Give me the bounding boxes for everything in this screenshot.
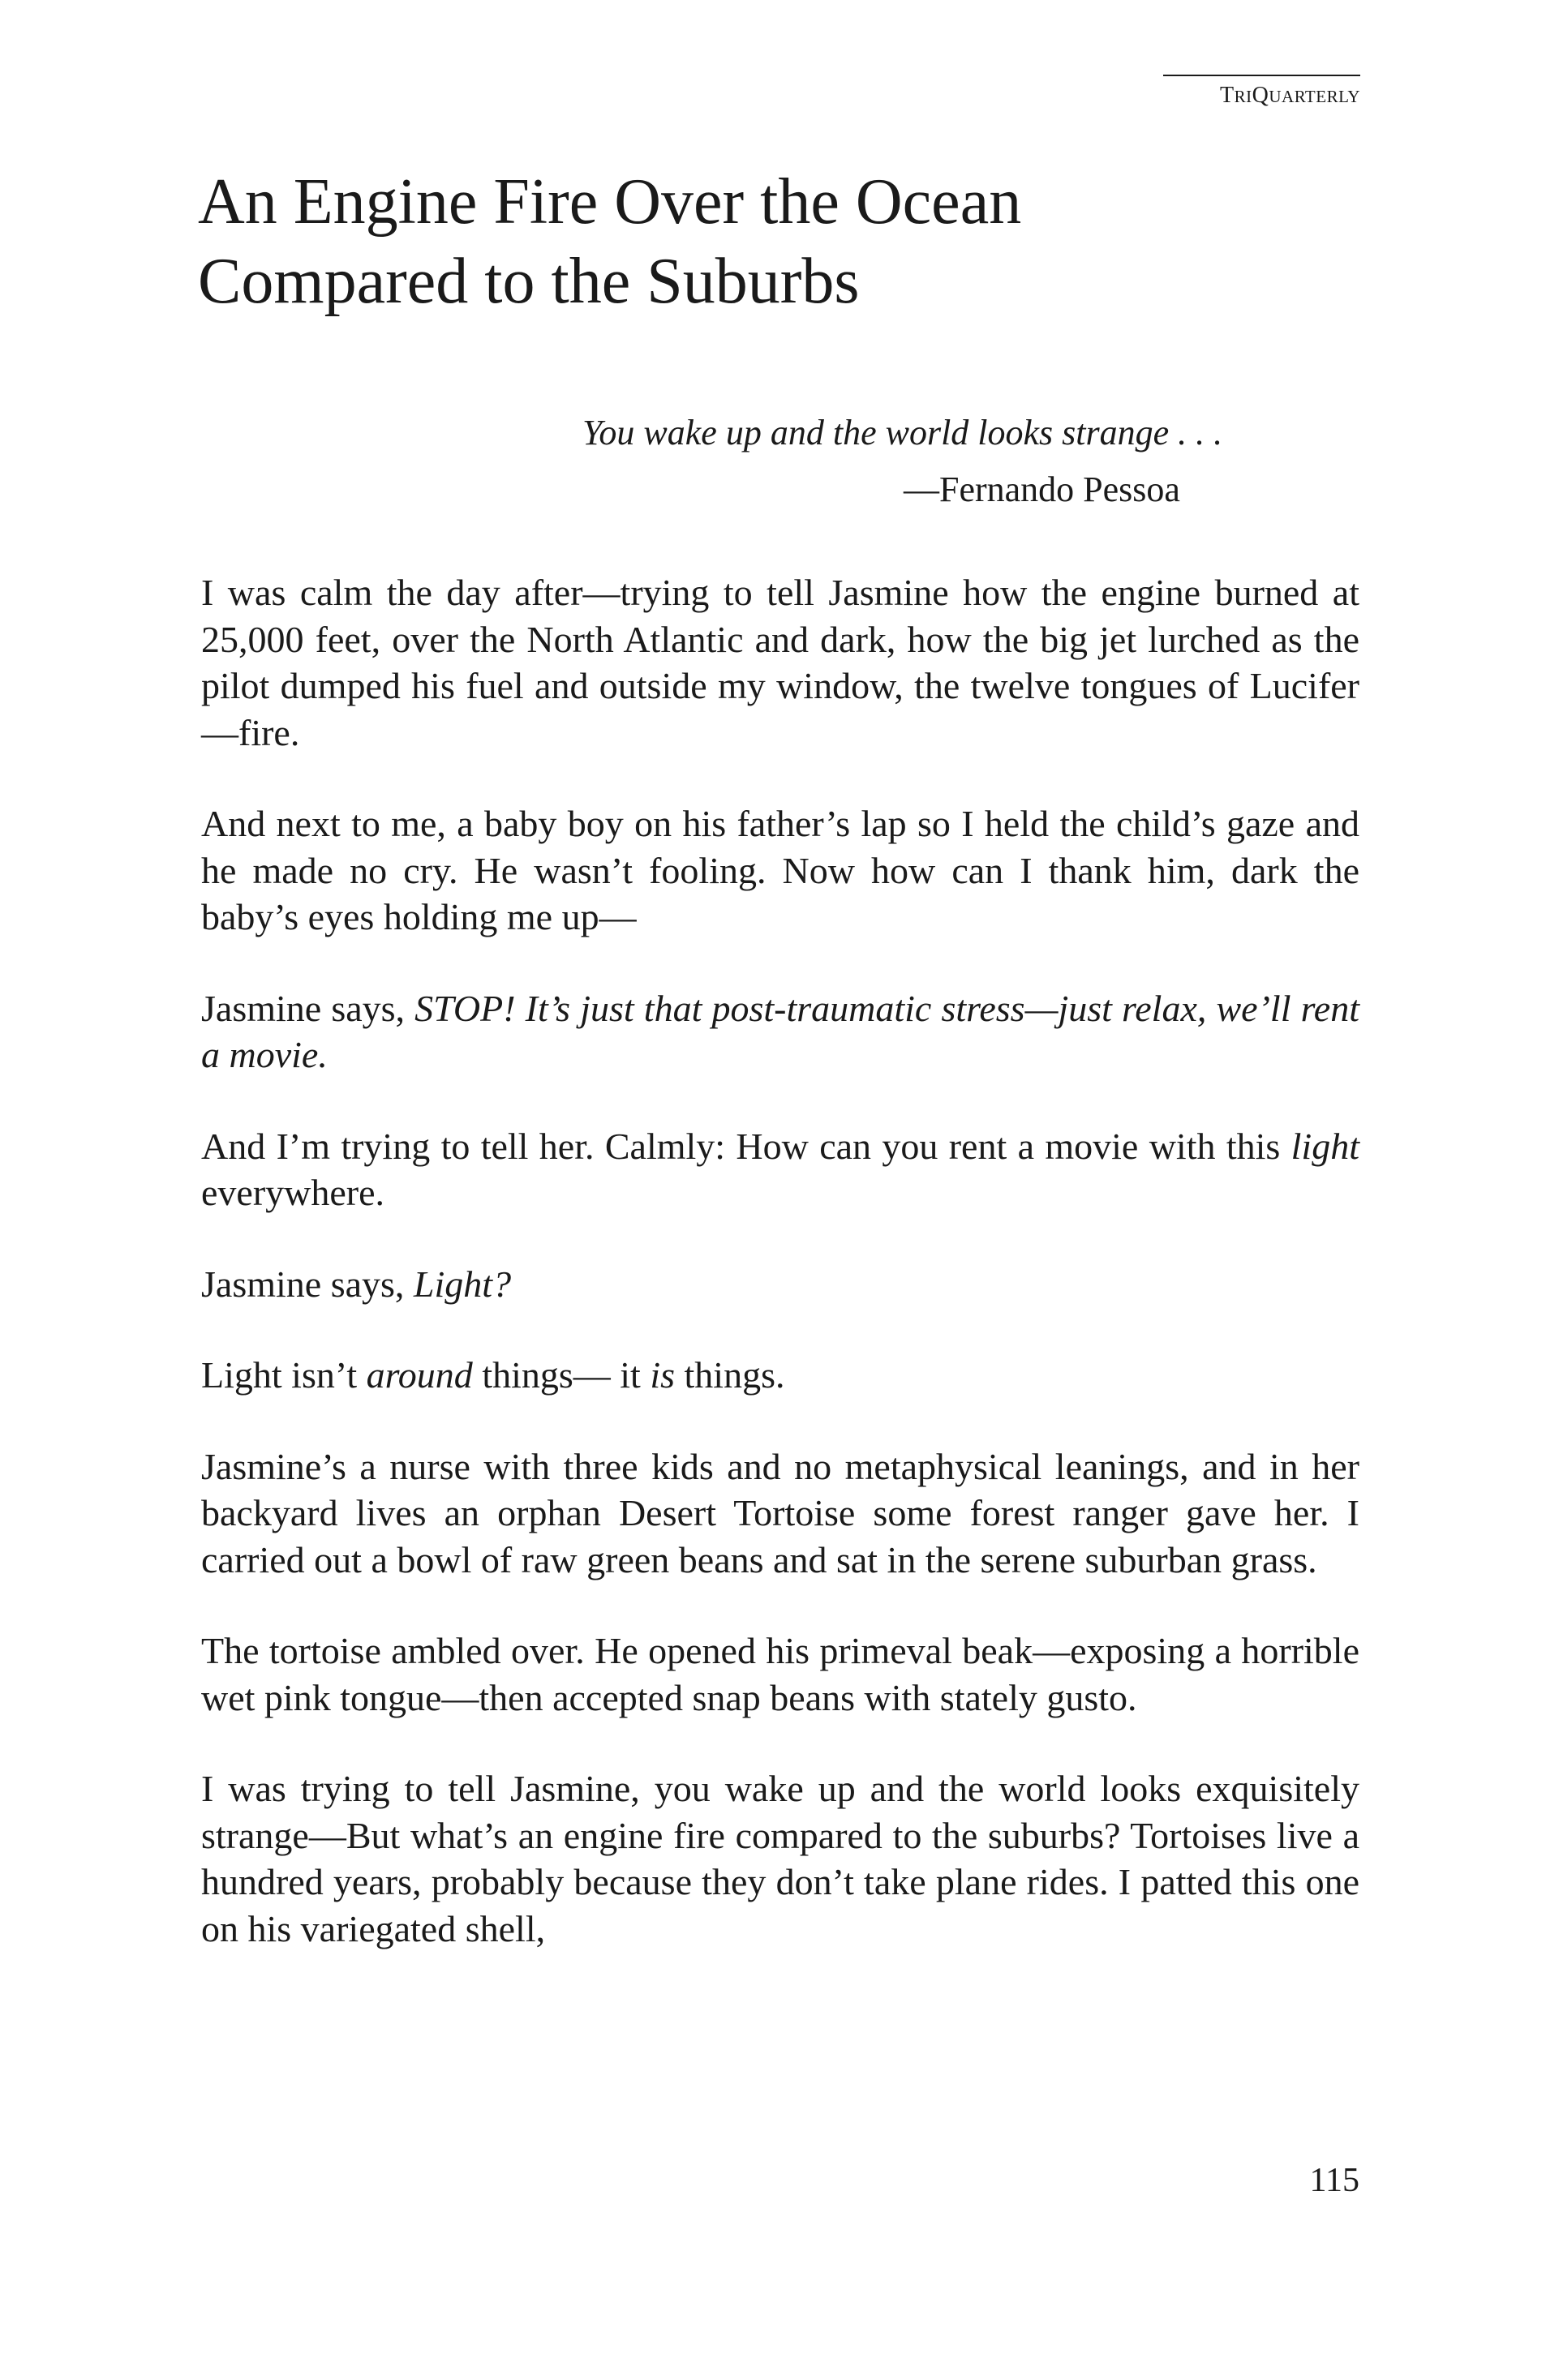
paragraph-5-lead: Jasmine says, bbox=[201, 1263, 414, 1305]
paragraph-3-italic: STOP! It’s just that post-traumatic stress—just relax, we’ll rent a movie. bbox=[201, 987, 1359, 1075]
paragraph-6-e: things. bbox=[675, 1354, 785, 1396]
paragraph-4-italic: light bbox=[1290, 1125, 1359, 1167]
paragraph-6 bbox=[201, 1352, 1359, 1399]
epigraph-text: You wake up and the world looks strange . . . bbox=[582, 413, 1223, 452]
paragraph-4 bbox=[201, 1123, 1359, 1216]
running-head-t: T bbox=[1220, 83, 1235, 108]
paragraph-4-tail: everywhere. bbox=[201, 1172, 385, 1213]
running-head-ri: RI bbox=[1234, 87, 1252, 106]
paragraph-1: I was calm the day after—trying to tell Jasmine how the engine burned at 25,000 feet, over the North Atlantic and dark, how the big jet lurched as the pilot dumped his fuel and outside my window, the twelve tongues of Lucifer—fire. bbox=[201, 572, 1359, 753]
page-title bbox=[198, 162, 1252, 321]
epigraph bbox=[582, 410, 1361, 512]
paragraph-2: And next to me, a baby boy on his father’s lap so I held the child’s gaze and he made no cry. He wasn’t fooling. Now how can I thank him, dark the baby’s eyes holding me up— bbox=[201, 803, 1359, 937]
paragraph-7: Jasmine’s a nurse with three kids and no metaphysical leanings, and in her backyard lives an orphan Desert Tortoise some forest ranger gave her. I carried out a bowl of raw green beans and sat in the serene suburban grass. bbox=[201, 1445, 1359, 1580]
paragraph-5 bbox=[201, 1261, 1359, 1308]
running-head bbox=[1163, 75, 1360, 107]
running-head-q: Q bbox=[1252, 83, 1269, 108]
page-number: 115 bbox=[1309, 2162, 1359, 2199]
running-head-rule bbox=[1163, 75, 1360, 76]
paragraph-8: The tortoise ambled over. He opened his primeval beak—exposing a horrible wet pink tongue—then accepted snap beans with stately gusto. bbox=[201, 1630, 1359, 1718]
paragraph-6-italic-is: is bbox=[650, 1354, 676, 1396]
poem-body bbox=[201, 569, 1359, 1996]
paragraph-9: I was trying to tell Jasmine, you wake up and the world looks exquisitely strange—But what’s an engine fire compared to the suburbs? Tortoises live a hundred years, probably because they don’t take plane rides. I patted this one on his variegated shell, bbox=[201, 1768, 1359, 1949]
paragraph-3-lead: Jasmine says, bbox=[201, 987, 415, 1029]
paragraph-3 bbox=[201, 985, 1359, 1079]
paragraph-4-lead: And I’m trying to tell her. Calmly: How can you rent a movie with this bbox=[201, 1125, 1291, 1167]
running-head-uarterly: UARTERLY bbox=[1269, 87, 1360, 106]
title-line-1: An Engine Fire Over the Ocean bbox=[198, 166, 1022, 238]
paragraph-6-italic-around: around bbox=[366, 1354, 473, 1396]
paragraph-6-a: Light isn’t bbox=[201, 1354, 367, 1396]
title-line-2: Compared to the Suburbs bbox=[198, 246, 860, 317]
paragraph-5-italic: Light? bbox=[413, 1263, 512, 1305]
paragraph-6-c: things— it bbox=[472, 1354, 651, 1396]
epigraph-attribution: —Fernando Pessoa bbox=[904, 470, 1180, 509]
